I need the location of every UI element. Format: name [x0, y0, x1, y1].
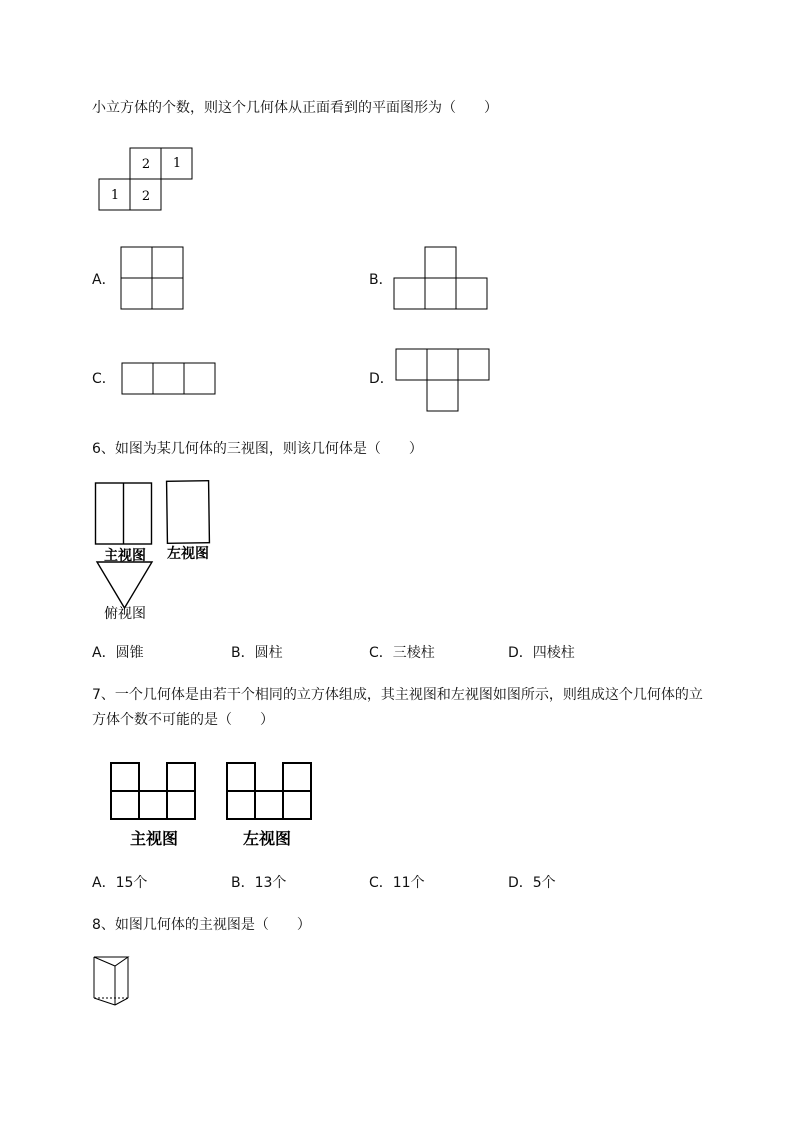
q6-option-d[interactable]: D．四棱柱 [508, 645, 575, 661]
q5-top-view-numbered-grid [98, 147, 198, 213]
q7-option-b[interactable]: B．13个 [231, 875, 287, 891]
q6-option-a[interactable]: A．圆锥 [92, 645, 144, 661]
q5-option-d-figure[interactable] [395, 348, 491, 414]
q7-stem-line1: 7、一个几何体是由若干个相同的立方体组成，其主视图和左视图如图所示，则组成这个几何体的立 [92, 687, 703, 703]
left-view-caption: 左视图 [167, 546, 209, 562]
top-view-caption: 俯视图 [104, 606, 146, 622]
q7-left-view-caption: 左视图 [243, 829, 292, 848]
q8-triangular-prism-figure [92, 952, 132, 1008]
grid-number: 1 [110, 188, 120, 203]
q6-three-view-figure [94, 480, 254, 625]
q7-option-c[interactable]: C．11个 [369, 875, 425, 891]
q7-option-a[interactable]: A．15个 [92, 875, 148, 891]
q7-option-d[interactable]: D．5个 [508, 875, 556, 891]
front-view-caption: 主视图 [104, 548, 146, 564]
q6-stem: 6、如图为某几何体的三视图，则该几何体是（ ） [92, 441, 423, 457]
q6-option-b[interactable]: B．圆柱 [231, 645, 283, 661]
q5-option-d-label[interactable]: D． [369, 371, 394, 387]
grid-number: 1 [172, 156, 182, 171]
grid-number: 2 [141, 157, 151, 172]
q7-stem-line2: 方体个数不可能的是（ ） [92, 712, 274, 728]
q8-stem: 8、如图几何体的主视图是（ ） [92, 917, 311, 933]
q5-option-a-figure[interactable] [120, 246, 186, 312]
q5-stem: 小立方体的个数，则这个几何体从正面看到的平面图形为（ ） [92, 100, 498, 116]
grid-number: 2 [141, 189, 151, 204]
q7-front-left-views-figure [106, 758, 326, 858]
q5-option-b-figure[interactable] [393, 246, 489, 312]
q6-option-c[interactable]: C．三棱柱 [369, 645, 435, 661]
q5-option-c-figure[interactable] [121, 362, 217, 396]
q5-option-b-label[interactable]: B． [369, 272, 393, 288]
q7-front-view-caption: 主视图 [130, 829, 179, 848]
q5-option-c-label[interactable]: C． [92, 371, 116, 387]
q5-option-a-label[interactable]: A． [92, 272, 116, 288]
